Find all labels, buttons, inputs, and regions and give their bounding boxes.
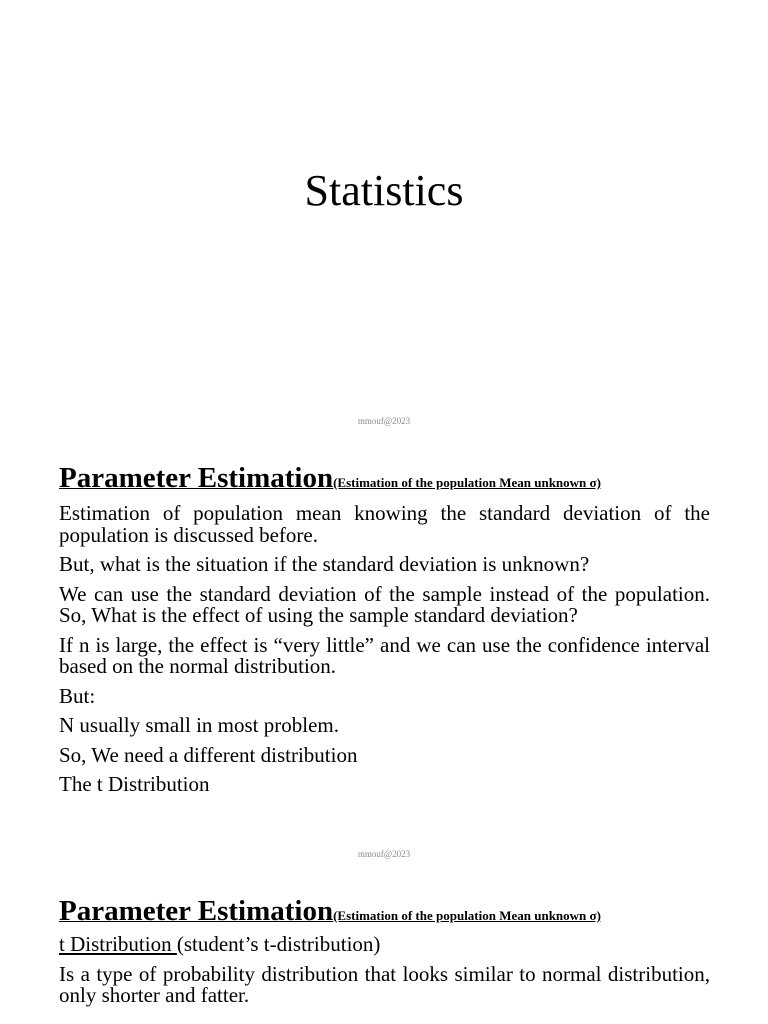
footer-watermark: mmouf@2023 <box>357 849 411 859</box>
paragraph: But: <box>59 683 96 708</box>
t-distribution-label: t Distribution <box>59 932 177 956</box>
paragraph: If n is large, the effect is “very little” and we can use the confidence interval based on the normal distribution. <box>59 632 710 678</box>
heading-sub: (Estimation of the population Mean unknown σ) <box>333 475 601 490</box>
heading-main: Parameter Estimation <box>59 895 334 927</box>
paragraph: So, We need a different distribution <box>59 742 358 767</box>
slide-parameter-estimation-1 <box>59 462 710 796</box>
page-title: Statistics <box>304 166 464 215</box>
slide-heading <box>59 895 710 932</box>
t-distribution-line <box>59 934 710 956</box>
paragraph: N usually small in most problem. <box>59 713 339 737</box>
paragraph: Estimation of population mean knowing the standard deviation of the population is discussed before. <box>59 501 710 547</box>
heading-main: Parameter Estimation <box>59 462 334 494</box>
slide-heading <box>59 462 710 499</box>
footer-watermark: mmouf@2023 <box>357 416 411 426</box>
paragraph: We can use the standard deviation of the sample instead of the population. So, What is the effect of using the sample standard deviation? <box>59 581 710 627</box>
slide-parameter-estimation-2 <box>59 895 710 1007</box>
heading-sub: (Estimation of the population Mean unknown σ) <box>333 908 601 923</box>
paragraph: Is a type of probability distribution that looks similar to normal distribution, only shorter and fatter. <box>59 961 710 1007</box>
paragraph: But, what is the situation if the standard deviation is unknown? <box>59 552 590 576</box>
paragraph: The t Distribution <box>59 772 210 796</box>
t-distribution-desc: (student’s t-distribution) <box>176 932 381 956</box>
